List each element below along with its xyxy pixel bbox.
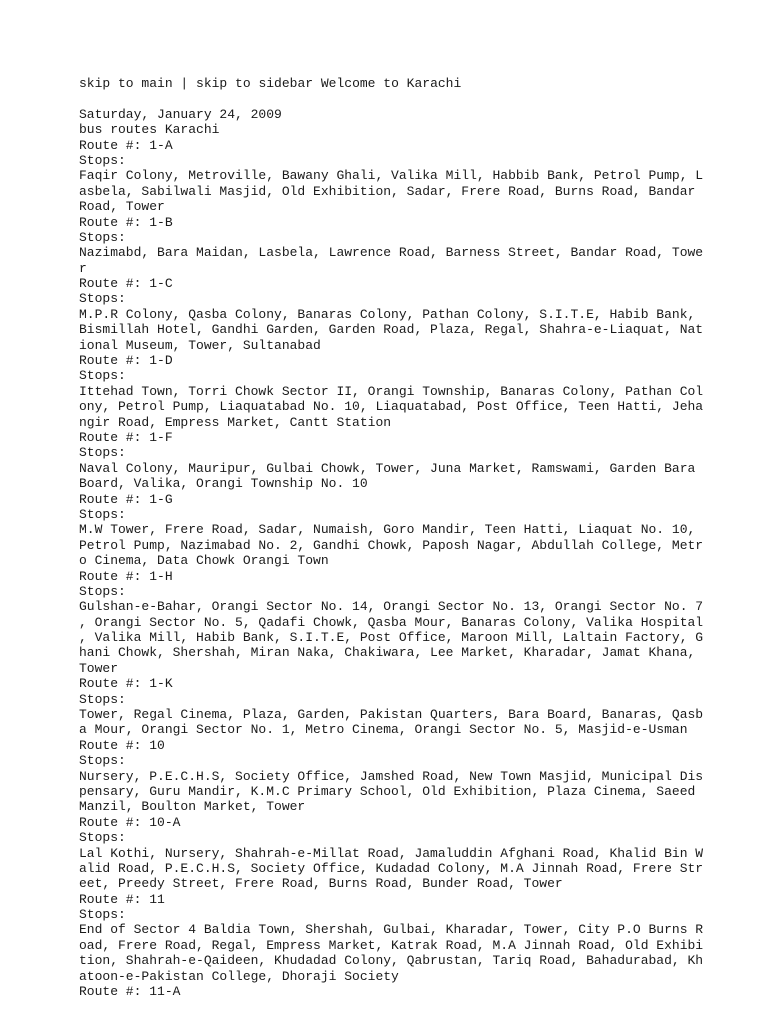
stops-list-line: Road, Tower xyxy=(79,199,165,215)
stops-list-line: a Mour, Orangi Sector No. 1, Metro Cinema, Orangi Sector No. 5, Masjid-e-Usman xyxy=(79,722,688,738)
route-number: Route #: 1-B xyxy=(79,214,173,230)
stops-list-line: Petrol Pump, Nazimabad No. 2, Gandhi Chowk, Paposh Nagar, Abdullah College, Metr xyxy=(79,537,704,553)
page-content xyxy=(79,76,704,1000)
stops-label: Stops: xyxy=(79,830,126,846)
route-number: Route #: 1-C xyxy=(79,276,173,292)
stops-label: Stops: xyxy=(79,506,126,522)
stops-list-line: Lal Kothi, Nursery, Shahrah-e-Millat Road, Jamaluddin Afghani Road, Khalid Bin W xyxy=(79,845,704,861)
stops-list-line: eet, Preedy Street, Frere Road, Burns Road, Bunder Road, Tower xyxy=(79,876,563,892)
route-number: Route #: 11 xyxy=(79,891,165,907)
stops-list-line: pensary, Guru Mandir, K.M.C Primary School, Old Exhibition, Plaza Cinema, Saeed xyxy=(79,783,696,799)
stops-label: Stops: xyxy=(79,445,126,461)
stops-list-line: Gulshan-e-Bahar, Orangi Sector No. 14, Orangi Sector No. 13, Orangi Sector No. 7 xyxy=(79,599,704,615)
stops-list-line: Manzil, Boulton Market, Tower xyxy=(79,799,306,815)
stops-list-line: Naval Colony, Mauripur, Gulbai Chowk, Tower, Juna Market, Ramswami, Garden Bara xyxy=(79,460,696,476)
stops-label: Stops: xyxy=(79,152,126,168)
route-number: Route #: 1-H xyxy=(79,568,173,584)
routes-list xyxy=(79,137,704,1000)
spacer xyxy=(79,91,699,106)
site-title[interactable]: Welcome to Karachi xyxy=(313,76,462,91)
header-bar xyxy=(79,76,699,91)
skip-to-main-link[interactable]: skip to main xyxy=(79,76,173,91)
stops-list-line: Faqir Colony, Metroville, Bawany Ghali, Valika Mill, Habbib Bank, Petrol Pump, L xyxy=(79,168,704,184)
skip-to-sidebar-link[interactable]: skip to sidebar xyxy=(196,76,314,91)
stops-list-line: M.P.R Colony, Qasba Colony, Banaras Colony, Pathan Colony, S.I.T.E, Habib Bank, xyxy=(79,306,696,322)
stops-list-line: alid Road, P.E.C.H.S, Society Office, Kudadad Colony, M.A Jinnah Road, Frere Str xyxy=(79,860,704,876)
route-number: Route #: 10-A xyxy=(79,814,181,830)
stops-list-line: asbela, Sabilwali Masjid, Old Exhibition, Sadar, Frere Road, Burns Road, Bandar xyxy=(79,183,696,199)
stops-list-line: M.W Tower, Frere Road, Sadar, Numaish, Goro Mandir, Teen Hatti, Liaquat No. 10, xyxy=(79,522,696,538)
post-date: Saturday, January 24, 2009 xyxy=(79,106,282,122)
route-number: Route #: 1-D xyxy=(79,353,173,369)
stops-list-line: o Cinema, Data Chowk Orangi Town xyxy=(79,553,329,569)
route-number: Route #: 1-K xyxy=(79,676,173,692)
stops-list-line: Tower xyxy=(79,660,119,676)
stops-list-line: hani Chowk, Shershah, Miran Naka, Chakiwara, Lee Market, Kharadar, Jamat Khana, xyxy=(79,645,696,661)
stops-list-line: Nursery, P.E.C.H.S, Society Office, Jamshed Road, New Town Masjid, Municipal Dis xyxy=(79,768,704,784)
stops-list-line: Board, Valika, Orangi Township No. 10 xyxy=(79,476,368,492)
route-number: Route #: 1-F xyxy=(79,429,173,445)
stops-label: Stops: xyxy=(79,907,126,923)
stops-list-line: Nazimabd, Bara Maidan, Lasbela, Lawrence Road, Barness Street, Bandar Road, Towe xyxy=(79,245,704,261)
stops-list-line: Tower, Regal Cinema, Plaza, Garden, Pakistan Quarters, Bara Board, Banaras, Qasb xyxy=(79,707,704,723)
stops-label: Stops: xyxy=(79,753,126,769)
stops-list-line: ional Museum, Tower, Sultanabad xyxy=(79,337,321,353)
route-number: Route #: 1-G xyxy=(79,491,173,507)
stops-list-line: tion, Shahrah-e-Qaideen, Khudadad Colony, Qabrustan, Tariq Road, Bahadurabad, Kh xyxy=(79,953,704,969)
stops-list-line: oad, Frere Road, Regal, Empress Market, Katrak Road, M.A Jinnah Road, Old Exhibi xyxy=(79,937,704,953)
stops-label: Stops: xyxy=(79,368,126,384)
stops-list-line: , Valika Mill, Habib Bank, S.I.T.E, Post Office, Maroon Mill, Laltain Factory, G xyxy=(79,630,704,646)
route-number: Route #: 11-A xyxy=(79,984,181,1000)
stops-list-line: End of Sector 4 Baldia Town, Shershah, Gulbai, Kharadar, Tower, City P.O Burns R xyxy=(79,922,704,938)
stops-list-line: ngir Road, Empress Market, Cantt Station xyxy=(79,414,392,430)
stops-label: Stops: xyxy=(79,583,126,599)
post-title[interactable]: bus routes Karachi xyxy=(79,122,220,138)
route-number: Route #: 10 xyxy=(79,737,165,753)
route-number: Route #: 1-A xyxy=(79,137,173,153)
stops-label: Stops: xyxy=(79,691,126,707)
header-separator: | xyxy=(172,76,197,91)
stops-list-line: ony, Petrol Pump, Liaquatabad No. 10, Liaquatabad, Post Office, Teen Hatti, Jeha xyxy=(79,399,704,415)
stops-list-line: r xyxy=(79,260,87,276)
stops-list-line: Ittehad Town, Torri Chowk Sector II, Orangi Township, Banaras Colony, Pathan Col xyxy=(79,383,704,399)
stops-label: Stops: xyxy=(79,291,126,307)
stops-list-line: Bismillah Hotel, Gandhi Garden, Garden Road, Plaza, Regal, Shahra-e-Liaquat, Nat xyxy=(79,322,704,338)
stops-label: Stops: xyxy=(79,229,126,245)
stops-list-line: , Orangi Sector No. 5, Qadafi Chowk, Qasba Mour, Banaras Colony, Valika Hospital xyxy=(79,614,704,630)
stops-list-line: atoon-e-Pakistan College, Dhoraji Society xyxy=(79,968,399,984)
